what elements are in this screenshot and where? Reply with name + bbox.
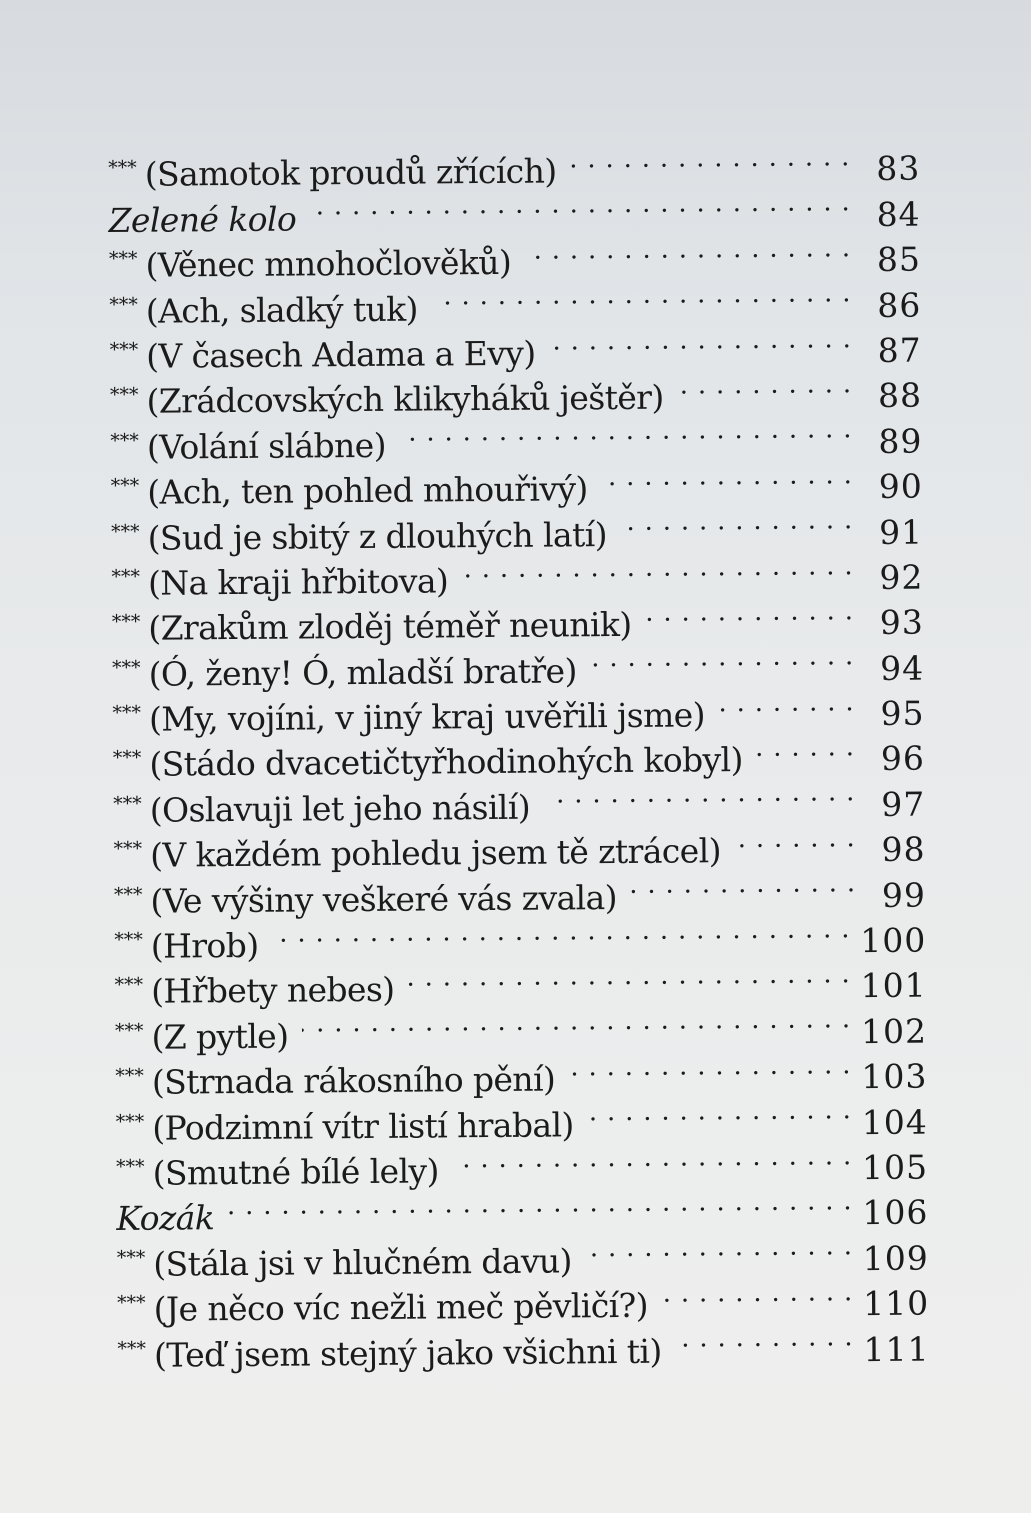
toc-entry-page-number: 88 [877, 375, 923, 416]
untitled-marker: *** [109, 384, 139, 407]
dot-leader [302, 998, 851, 1048]
toc-entry-title: (Oslavuji let jeho násilí) [149, 787, 531, 830]
dot-leader [587, 1088, 851, 1135]
toc-entry-page-number: 90 [878, 466, 923, 507]
toc-entry-title: (Ach, sladký tuk) [145, 289, 419, 331]
untitled-marker: *** [116, 1246, 146, 1269]
toc-entry-page-number: 110 [863, 1283, 930, 1324]
table-of-contents [108, 135, 930, 1375]
dot-leader [272, 907, 850, 957]
dot-leader [570, 135, 850, 183]
toc-entry-title: (Smutné bílé lely) [152, 1151, 439, 1193]
untitled-marker: *** [110, 520, 140, 543]
toc-entry-title: (V každém pohledu jsem tě ztrácel) [149, 831, 722, 875]
untitled-marker: *** [109, 338, 139, 361]
toc-entry [116, 1179, 929, 1239]
dot-leader [400, 408, 853, 457]
toc-entry-title: (Věnec mnohočlověků) [145, 243, 512, 285]
toc-entry-title: (V časech Adama a Evy) [146, 333, 536, 376]
toc-entry-title: (Je něco víc nežli meč pěvličí?) [153, 1285, 649, 1329]
toc-entry-title: (Stádo dvacetičtyřhodinohých kobyl) [149, 740, 743, 785]
toc-entry-page-number: 106 [862, 1192, 929, 1233]
toc-entry-page-number: 89 [878, 421, 923, 461]
toc-entry-page-number: 84 [876, 194, 921, 234]
toc-entry-page-number: 99 [881, 875, 927, 915]
toc-entry-page-number: 87 [877, 330, 922, 370]
toc-entry-title: (Ó, ženy! Ó, mladší bratře) [148, 651, 577, 694]
untitled-marker: *** [108, 247, 138, 271]
untitled-marker: *** [113, 792, 142, 815]
dot-leader [310, 181, 851, 231]
untitled-marker: *** [115, 1155, 145, 1178]
toc-entry-page-number: 83 [876, 149, 921, 189]
toc-entry-title: (Ve výšiny veškeré vás zvala) [150, 877, 618, 921]
toc-entry-title: (Zrakům zloděj téměř neunik) [148, 605, 632, 648]
toc-entry-page-number: 93 [879, 602, 924, 643]
toc-entry-page-number: 91 [878, 512, 924, 552]
toc-entry-page-number: 86 [877, 285, 922, 325]
dot-leader [677, 362, 852, 409]
toc-entry-title: (Stála jsi v hlučném davu) [153, 1241, 573, 1284]
untitled-marker: *** [112, 656, 141, 679]
dot-leader [453, 1134, 853, 1183]
toc-entry-title: Kozák [116, 1198, 215, 1239]
toc-entry-title: (Podzimní vítr listí hrabal) [152, 1104, 574, 1148]
untitled-marker: *** [114, 928, 143, 952]
toc-entry-page-number: 111 [863, 1329, 930, 1369]
toc-entry-page-number: 97 [881, 784, 926, 824]
toc-entry-page-number: 96 [880, 739, 926, 779]
toc-entry-page-number: 105 [861, 1147, 929, 1188]
untitled-marker: *** [111, 611, 141, 634]
dot-leader [586, 1225, 853, 1272]
untitled-marker: *** [113, 883, 143, 906]
dot-leader [544, 771, 856, 819]
dot-leader [675, 1315, 853, 1362]
toc-entry-page-number: 103 [861, 1056, 928, 1097]
toc-entry-page-number: 100 [860, 920, 927, 961]
toc-entry-title: (Hrob) [150, 925, 259, 966]
toc-entry-title: (Na kraji hřbitova) [147, 561, 449, 603]
dot-leader [735, 816, 856, 862]
untitled-marker: *** [114, 1019, 144, 1042]
dot-leader [621, 498, 854, 545]
toc-entry-page-number: 101 [860, 966, 927, 1006]
untitled-marker: *** [112, 747, 142, 770]
dot-leader [645, 589, 854, 636]
toc-entry-page-number: 92 [879, 557, 924, 597]
dot-leader [408, 952, 851, 1001]
untitled-marker: *** [108, 157, 137, 180]
toc-entry-page-number: 102 [860, 1011, 928, 1051]
untitled-marker: *** [110, 474, 140, 498]
untitled-marker: *** [114, 974, 144, 997]
untitled-marker: *** [117, 1291, 146, 1315]
dot-leader [757, 725, 855, 771]
toc-entry-page-number: 109 [862, 1238, 929, 1278]
dot-leader [525, 226, 851, 274]
toc-entry-page-number: 94 [880, 648, 925, 688]
toc-entry-page-number: 95 [880, 693, 925, 734]
untitled-marker: *** [113, 838, 143, 861]
dot-leader [462, 544, 854, 592]
untitled-marker: *** [115, 1110, 145, 1133]
toc-entry-title: (Z pytle) [151, 1016, 289, 1057]
dot-leader [432, 271, 852, 320]
dot-leader [549, 317, 852, 365]
dot-leader [569, 1043, 852, 1091]
toc-entry-title: (Zrádcovských klikyháků ještěr) [146, 377, 664, 422]
dot-leader [662, 1270, 854, 1317]
dot-leader [601, 453, 852, 500]
untitled-marker: *** [117, 1337, 147, 1360]
toc-entry-title: (Volání slábne) [146, 425, 387, 467]
toc-entry-title: (Ach, ten pohled mhouřivý) [147, 469, 588, 512]
dot-leader [719, 680, 855, 726]
toc-entry-title: Zelené kolo [108, 199, 297, 240]
toc-entry-title: (Sud je sbitý z dlouhých latí) [147, 514, 608, 558]
toc-entry-page-number: 98 [881, 829, 926, 870]
toc-entry-page-number: 104 [861, 1102, 928, 1142]
dot-leader [228, 1179, 853, 1229]
toc-entry-title: (Teď jsem stejný jako všichni ti) [153, 1331, 662, 1375]
toc-entry-title: (Hřbety nebes) [151, 970, 395, 1012]
dot-leader [590, 634, 854, 681]
untitled-marker: *** [112, 701, 142, 725]
untitled-marker: *** [115, 1064, 144, 1088]
untitled-marker: *** [111, 565, 141, 588]
dot-leader [631, 861, 856, 908]
toc-entry-title: (Strnada rákosního pění) [151, 1059, 556, 1102]
toc-entry-title: (My, vojíni, v jiný kraj uvěřili jsme) [148, 695, 706, 739]
toc-entry [116, 1224, 929, 1284]
toc-entry-page-number: 85 [876, 239, 922, 280]
toc-entry-title: (Samotok proudů zřících) [144, 151, 557, 195]
untitled-marker: *** [110, 429, 139, 452]
toc-entry [108, 135, 921, 195]
untitled-marker: *** [109, 293, 138, 316]
